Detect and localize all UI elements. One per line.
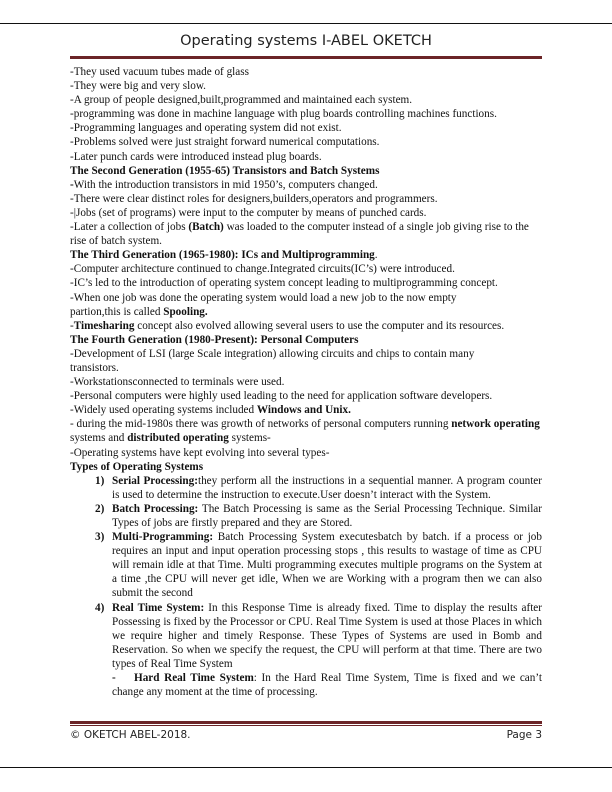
section-heading: The Third Generation (1965-1980): ICs and Multiprogramming.: [70, 249, 378, 262]
text-line: -programming was done in machine language with plug boards controlling machines functions.: [70, 108, 497, 121]
page-bottom-border: [0, 767, 612, 768]
page-header-title: Operating systems I-ABEL OKETCH: [180, 33, 432, 49]
text-line: -They used vacuum tubes made of glass: [70, 66, 249, 78]
footer-copyright: © OKETCH ABEL-2018.: [70, 729, 191, 741]
text-line: -Widely used operating systems included Windows and Unix.: [70, 404, 351, 417]
section-heading: The Fourth Generation (1980-Present): Personal Computers: [70, 333, 359, 346]
text-line: -Operating systems have kept evolving into several types-: [70, 446, 330, 459]
text-line: -Personal computers were highly used leading to the need for application software developers.: [70, 390, 493, 403]
sub-item: - Hard Real Time System: In the Hard Real Time System, Time is fixed and we can’t change any moment at the time of processing.: [112, 672, 542, 699]
header-rule: [70, 56, 542, 59]
text-line: -Later punch cards were introduced instead plug boards.: [70, 150, 322, 163]
footer-rule: [70, 721, 542, 724]
text-line: -A group of people designed,built,programmed and maintained each system.: [70, 94, 413, 107]
text-line: -Computer architecture continued to change.Integrated circuits(IC’s) were introduced.: [70, 263, 455, 276]
text-line: - during the mid-1980s there was growth of networks of personal computers running network operating systems and distributed operating systems-: [70, 418, 540, 445]
text-line: -IC’s led to the introduction of operating system concept leading to multiprogramming concept.: [70, 277, 498, 290]
text-line: -Later a collection of jobs (Batch) was loaded to the computer instead of a single job giving rise to the rise of batch system.: [70, 221, 529, 248]
list-item: 1) Serial Processing:they perform all the instructions in a sequential manner. A program counter is used to determine the instruction to execute.User doesn’t interact with the System.: [95, 474, 542, 501]
text-line: -Development of LSI (large Scale integration) allowing circuits and chips to contain many transistors.: [70, 347, 475, 374]
footer-rule-thin: [70, 725, 542, 726]
text-line: -Problems solved were just straight forward numerical computations.: [70, 136, 380, 149]
text-line: -Workstationsconnected to terminals were used.: [70, 376, 285, 389]
page-body: [70, 65, 542, 699]
list-item: 3) Multi-Programming: Batch Processing System executesbatch by batch. if a process or job requires an input and input operation processing stops , this results to wastage of time as CPU will remain idle at that Time. Multi programming executes multiple programs on the System at a time ,the CPU will never get idle, When we are Working with a program then we can also submit the second: [95, 531, 542, 600]
text-line: -With the introduction transistors in mid 1950’s, computers changed.: [70, 178, 378, 191]
list-item: 2) Batch Processing: The Batch Processing is same as the Serial Processing Technique. Similar Types of jobs are firstly prepared and they are Stored.: [95, 502, 542, 529]
text-line: -Timesharing concept also evolved allowing several users to use the computer and its resources.: [70, 319, 505, 332]
page-number: Page 3: [506, 729, 542, 741]
list-item: 4) Real Time System: In this Response Time is already fixed. Time to display the results after Possessing is fixed by the Processor or CPU. Real Time System is used at those Places in which we require higher and timely Response. These Types of Systems are used in Bomb and Reservation. So when we specify the request, the CPU will perform at that time. There are two types of Real Time System: [95, 601, 542, 670]
text-line: -There were clear distinct roles for designers,builders,operators and programmers.: [70, 192, 438, 205]
text-line: -|Jobs (set of programs) were input to the computer by means of punched cards.: [70, 206, 427, 219]
text-line: -They were big and very slow.: [70, 80, 206, 93]
page-top-border: [0, 23, 612, 24]
text-line: -When one job was done the operating system would load a new job to the now empty partion,this is called Spooling.: [70, 291, 457, 318]
section-heading: The Second Generation (1955-65) Transistors and Batch Systems: [70, 164, 380, 177]
text-line: -Programming languages and operating system did not exist.: [70, 122, 342, 135]
section-heading: Types of Operating Systems: [70, 460, 204, 473]
